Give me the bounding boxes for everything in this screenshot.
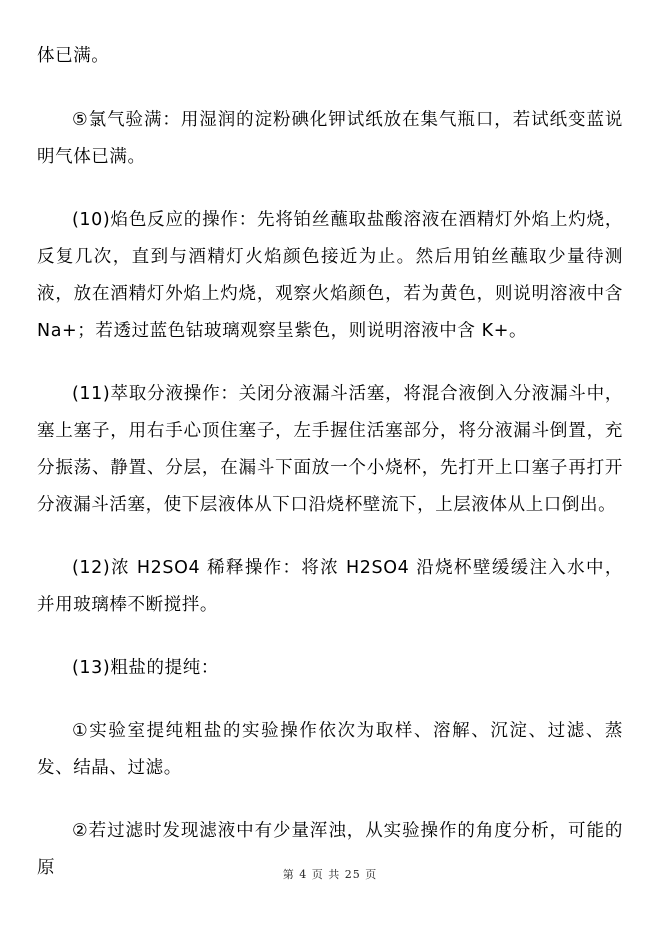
paragraph-filtration-issue: ②若过滤时发现滤液中有少量浑浊，从实验操作的角度分析，可能的原 [37, 821, 623, 878]
paragraph-acid-dilution: (12)浓 H2SO4 稀释操作：将浓 H2SO4 沿烧杯壁缓缓注入水中，并用玻璃棒不断搅拌。 [37, 558, 623, 615]
paragraph-continuation: 体已满。 [37, 46, 110, 66]
paragraph-chlorine-test: ⑤氯气验满：用湿润的淀粉碘化钾试纸放在集气瓶口，若试纸变蓝说明气体已满。 [37, 110, 623, 167]
paragraph-salt-steps: ①实验室提纯粗盐的实验操作依次为取样、溶解、沉淀、过滤、蒸发、结晶、过滤。 [37, 721, 623, 778]
paragraph-salt-purification-heading: (13)粗盐的提纯： [72, 658, 219, 678]
page-footer: 第 4 页 共 25 页 [282, 868, 378, 881]
document-body [37, 38, 623, 913]
paragraph-extraction: (11)萃取分液操作：关闭分液漏斗活塞，将混合液倒入分液漏斗中，塞上塞子，用右手心顶住塞子，左手握住活塞部分，将分液漏斗倒置，充分振荡、静置、分层，在漏斗下面放一个小烧杯，先打开上口塞子再打开分液漏斗活塞，使下层液体从下口沿烧杯壁流下，上层液体从上口倒出。 [37, 384, 623, 515]
paragraph-flame-test: (10)焰色反应的操作：先将铂丝蘸取盐酸溶液在酒精灯外焰上灼烧，反复几次，直到与酒精灯火焰颜色接近为止。然后用铂丝蘸取少量待测液，放在酒精灯外焰上灼烧，观察火焰颜色，若为黄色，则说明溶液中含 Na+；若透过蓝色钴玻璃观察呈紫色，则说明溶液中含 K+。 [37, 210, 623, 341]
